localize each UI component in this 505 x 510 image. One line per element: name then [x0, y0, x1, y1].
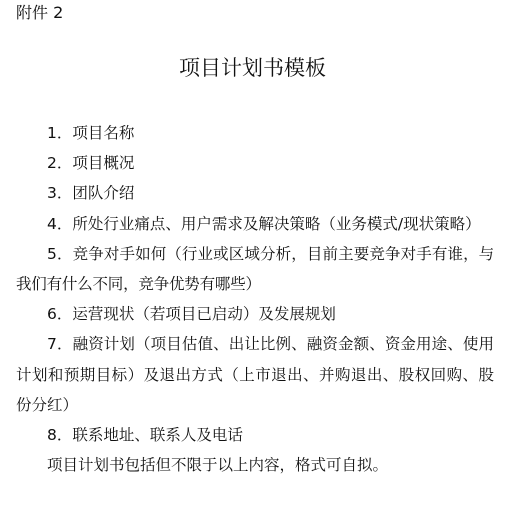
list-item: 5．竞争对手如何（行业或区域分析，目前主要竞争对手有谁，与我们有什么不同，竞争优势有哪些） [16, 244, 494, 294]
list-item: 2．项目概况 [47, 154, 135, 173]
list-item: 4．所处行业痛点、用户需求及解决策略（业务模式/现状策略） [47, 214, 481, 233]
list-item: 1．项目名称 [47, 124, 135, 142]
closing-note: 项目计划书包括但不限于以上内容，格式可自拟。 [47, 456, 389, 475]
list-item: 6．运营现状（若项目已启动）及发展规划 [47, 305, 336, 324]
document-title: 项目计划书模板 [179, 56, 326, 80]
list-item: 7．融资计划（项目估值、出让比例、融资金额、资金用途、使用计划和预期目标）及退出方式（上市退出、并购退出、股权回购、股份分红） [16, 335, 494, 414]
list-item: 3．团队介绍 [47, 184, 135, 203]
list-item: 8．联系地址、联系人及电话 [47, 426, 243, 445]
section-list [16, 118, 494, 480]
attachment-label: 附件 2 [16, 3, 64, 22]
